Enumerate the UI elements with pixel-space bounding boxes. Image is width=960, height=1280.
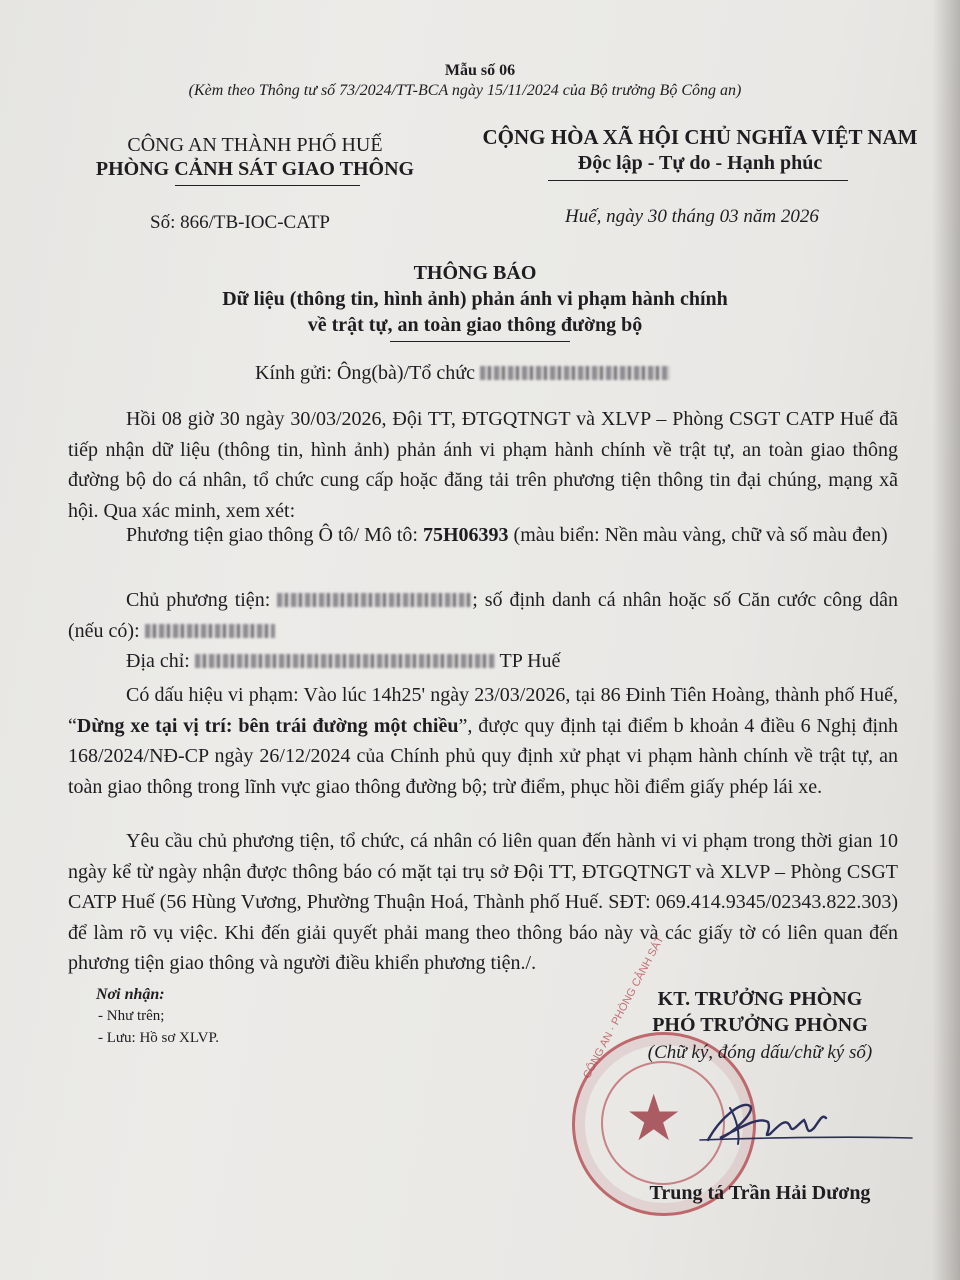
place-date: Huế, ngày 30 tháng 03 năm 2026: [565, 206, 819, 227]
motto-underline: [548, 180, 848, 181]
vehicle-suffix: (màu biển: Nền màu vàng, chữ và số màu đen): [508, 524, 888, 546]
seal-star-icon: ★: [625, 1082, 683, 1156]
form-number: Mẫu số 06: [444, 62, 516, 79]
violation-paragraph: [68, 680, 898, 802]
vehicle-prefix: Phương tiện giao thông Ô tô/ Mô tô:: [126, 524, 423, 546]
redacted-id-number: [145, 624, 275, 638]
doc-number: Số: 866/TB-IOC-CATP: [150, 212, 330, 233]
redacted-address: [195, 654, 495, 668]
seal-text: CÔNG AN · PHÒNG CẢNH SÁT: [581, 934, 667, 1081]
violation-description: Dừng xe tại vị trí: bên trái đường một chiều: [76, 714, 459, 737]
address-prefix: Địa chỉ:: [126, 650, 195, 672]
nation-motto: Độc lập - Tự do - Hạnh phúc: [577, 152, 823, 174]
notice-subtitle-1: Dữ liệu (thông tin, hình ảnh) phản ánh vi phạm hành chính: [222, 288, 728, 310]
agency-parent: CÔNG AN THÀNH PHỐ HUẾ: [127, 134, 383, 156]
violation-suffix: ”, được quy định tại điểm b khoản 4 điều 6 Nghị định 168/2024/NĐ-CP ngày 26/12/2024 của Chính phủ quy định xử phạt vi phạm hành chính về trật tự, an toàn giao thông trong lĩnh vực giao thông đường bộ; trừ điểm, phục hồi điểm giấy phép lái xe.: [68, 714, 898, 798]
signer-name: Trung tá Trần Hải Dương: [649, 1182, 871, 1204]
subtitle-underline: [390, 341, 570, 342]
form-note: (Kèm theo Thông tư số 73/2024/TT-BCA ngày 15/11/2024 của Bộ trưởng Bộ Công an): [188, 82, 742, 99]
notice-subtitle-2: về trật tự, an toàn giao thông đường bộ: [307, 314, 643, 336]
owner-suffix: ; số định danh cá nhân hoặc số Căn cước công dân (nếu có):: [68, 589, 898, 642]
violation-prefix: Có dấu hiệu vi phạm: Vào lúc 14h25' ngày 23/03/2026, tại 86 Đinh Tiên Hoàng, thành phố Huế, “: [68, 684, 898, 737]
nation-title: CỘNG HÒA XÃ HỘI CHỦ NGHĨA VIỆT NAM: [482, 125, 918, 149]
redacted-recipient: [480, 366, 670, 380]
request-paragraph: Yêu cầu chủ phương tiện, tổ chức, cá nhân có liên quan đến hành vi vi phạm trong thời gian 10 ngày kể từ ngày nhận được thông báo có mặt tại trụ sở Đội TT, ĐTGQTNGT và XLVP – Phòng CSGT CATP Huế (56 Hùng Vương, Phường Thuận Hoá, Thành phố Huế. SĐT: 069.414.9345/02343.822.303) để làm rõ vụ việc. Khi đến giải quyết phải mang theo thông báo này và các giấy tờ có liên quan đến phương tiện giao thông và người điều khiển phương tiện./.: [68, 830, 898, 974]
signature-line-2: PHÓ TRƯỞNG PHÒNG: [652, 1014, 868, 1036]
signature-line-1: KT. TRƯỞNG PHÒNG: [657, 988, 863, 1010]
intro-paragraph: Hồi 08 giờ 30 ngày 30/03/2026, Đội TT, ĐTGQTNGT và XLVP – Phòng CSGT CATP Huế đã tiếp nhận dữ liệu (thông tin, hình ảnh) phản ánh vi phạm hành chính về trật tự, an toàn giao thông đường bộ do cá nhân, tổ chức cung cấp hoặc đăng tải trên phương tiện thông tin đại chúng, mạng xã hội. Qua xác minh, xem xét:: [68, 408, 898, 522]
agency-name: PHÒNG CẢNH SÁT GIAO THÔNG: [95, 158, 415, 180]
signature-note: (Chữ ký, đóng dấu/chữ ký số): [647, 1042, 873, 1063]
recipient-label: Kính gửi: Ông(bà)/Tổ chức: [255, 362, 475, 384]
owner-paragraph: [68, 585, 898, 646]
owner-prefix: Chủ phương tiện:: [126, 589, 278, 611]
recipient-line: [255, 362, 670, 385]
recipients-item-1: - Như trên;: [98, 1008, 165, 1024]
notice-title: THÔNG BÁO: [413, 262, 537, 284]
page-edge-shadow: [932, 0, 960, 1280]
address-paragraph: [68, 646, 898, 677]
recipients-title: Nơi nhận:: [96, 986, 165, 1003]
redacted-owner-name: [277, 593, 472, 607]
vehicle-paragraph: [68, 520, 898, 551]
license-plate: 75H06393: [422, 524, 509, 546]
address-suffix: TP Huế: [494, 650, 561, 672]
handwritten-signature: [690, 1078, 920, 1158]
recipients-item-2: - Lưu: Hồ sơ XLVP.: [98, 1030, 219, 1046]
agency-underline: [175, 185, 360, 186]
